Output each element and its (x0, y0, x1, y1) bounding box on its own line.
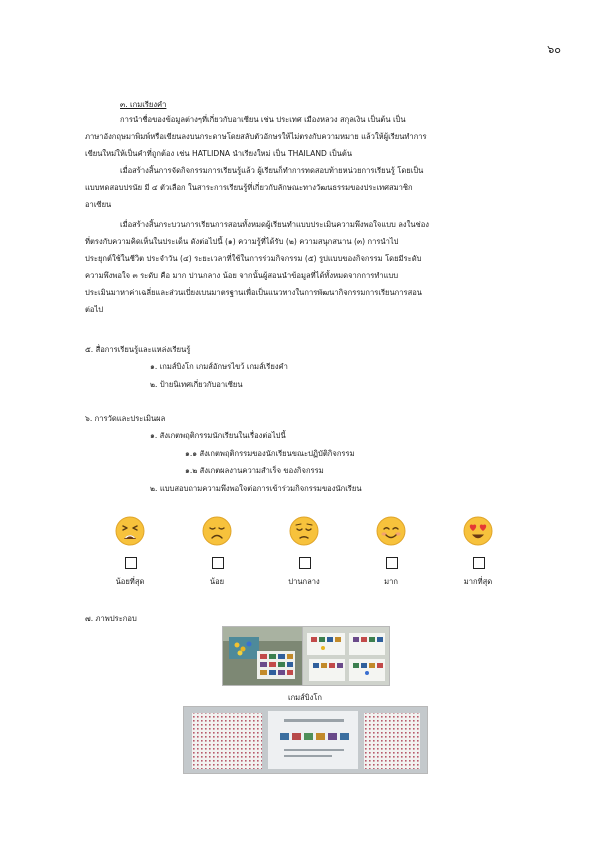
paragraph-line: เมื่อสร้างสิ้นการจัดกิจกรรมการเรียนรู้แล้ว ผู้เรียนก็ทำการทดสอบท้ายหน่วยการเรียนรู้ โดยเป็น (120, 166, 424, 175)
scale-label: มาก (384, 577, 398, 586)
sub-list-item: ๑.๒ สังเกตผลงานความสำเร็จ ของกิจกรรม (185, 466, 324, 475)
bingo-photo-1 (222, 626, 304, 686)
paragraph-line: ภาษาอังกฤษมาพิมพ์หรือเขียนลงบนกระดาษโดยสลับตัวอักษรให้ไม่ตรงกับความหมาย แล้วให้ผู้เรียนทำการ (85, 132, 427, 141)
paragraph-line: เมื่อสร้างสิ้นกระบวนการเรียนการสอนทั้งหมดผู้เรียนทำแบบประเมินความพึงพอใจแบบ ลงในช่อง (120, 220, 429, 229)
heading-learning-media: ๕. สื่อการเรียนรู้และแหล่งเรียนรู้ (85, 345, 191, 354)
disappointed-face-icon (202, 516, 232, 546)
heading-evaluation: ๖. การวัดและประเมินผล (85, 414, 166, 423)
checkbox-medium[interactable] (299, 557, 311, 569)
tired-face-icon (115, 516, 145, 546)
list-item: ๒. ป้ายนิเทศเกี่ยวกับอาเซียน (150, 380, 243, 389)
list-item: ๑. เกมส์บิงโก เกมส์อักษรไขว้ เกมส์เรียงคำ (150, 362, 288, 371)
list-item: ๑. สังเกตพฤติกรรมนักเรียนในเรื่องต่อไปนี้ (150, 431, 286, 440)
paragraph-line: แบบทดสอบปรนัย มี ๔ ตัวเลือก ในสาระการเรียนรู้ที่เกี่ยวกับลักษณะทางวัฒนธรรมของประเทศสมาชิก (85, 183, 413, 192)
word-search-photo (183, 706, 428, 774)
paragraph-line: ประยุกต์ใช้ในชีวิต ประจำวัน (๔) ระยะเวลาที่ใช้ในการร่วมกิจกรรม (๕) รูปแบบของกิจกรรม โดยมีระดับ (85, 254, 422, 263)
paragraph-line: การนำชื่อของข้อมูลต่างๆที่เกี่ยวกับอาเซียน เช่น ประเทศ เมืองหลวง สกุลเงิน เป็นต้น เป็น (120, 115, 406, 124)
pensive-face-icon (289, 516, 319, 546)
paragraph-line: อาเซียน (85, 200, 112, 209)
checkbox-high[interactable] (386, 557, 398, 569)
photo-caption: เกมส์บิงโก (287, 693, 323, 702)
sub-list-item: ๑.๑ สังเกตพฤติกรรมของนักเรียนขณะปฏิบัติกิจกรรม (185, 449, 355, 458)
paragraph-line: ความพึงพอใจ ๓ ระดับ คือ มาก ปานกลาง น้อย จากนั้นผู้สอนนำข้อมูลที่ได้ทั้งหมดจากการทำแบบ (85, 271, 399, 280)
paragraph-line: ต่อไป (85, 305, 104, 314)
checkbox-low[interactable] (212, 557, 224, 569)
checkbox-least[interactable] (125, 557, 137, 569)
paragraph-line: ที่ตรงกับความคิดเห็นในประเด็น ดังต่อไปนี้ (๑) ความรู้ที่ได้รับ (๒) ความสนุกสนาน (๓) การนำไป (85, 237, 399, 246)
paragraph-line: ประเมินมาหาค่าเฉลี่ยและส่วนเบี่ยงเบนมาตรฐานเพื่อเป็นแนวทางในการพัฒนากิจกรรมการเรียนการสอน (85, 288, 422, 297)
scale-label: ปานกลาง (288, 577, 320, 586)
list-item: ๒. แบบสอบถามความพึงพอใจต่อการเข้าร่วมกิจกรรมของนักเรียน (150, 484, 362, 493)
heart-eyes-face-icon (463, 516, 493, 546)
scale-label: น้อย (209, 577, 225, 586)
heading-illustrations: ๗. ภาพประกอบ (85, 614, 137, 623)
checkbox-highest[interactable] (473, 557, 485, 569)
scale-label: น้อยที่สุด (115, 577, 145, 586)
bingo-photo-2 (302, 626, 390, 686)
scale-label: มากที่สุด (463, 577, 493, 586)
paragraph-line: เขียนใหม่ให้เป็นคำที่ถูกต้อง เช่น HATLIDNA นำเรียงใหม่ เป็น THAILAND เป็นต้น (85, 149, 353, 158)
page-number: ๖๐ (547, 43, 561, 56)
heading-word-game: ๓. เกมเรียงคำ (120, 100, 167, 109)
smiling-face-icon (376, 516, 406, 546)
